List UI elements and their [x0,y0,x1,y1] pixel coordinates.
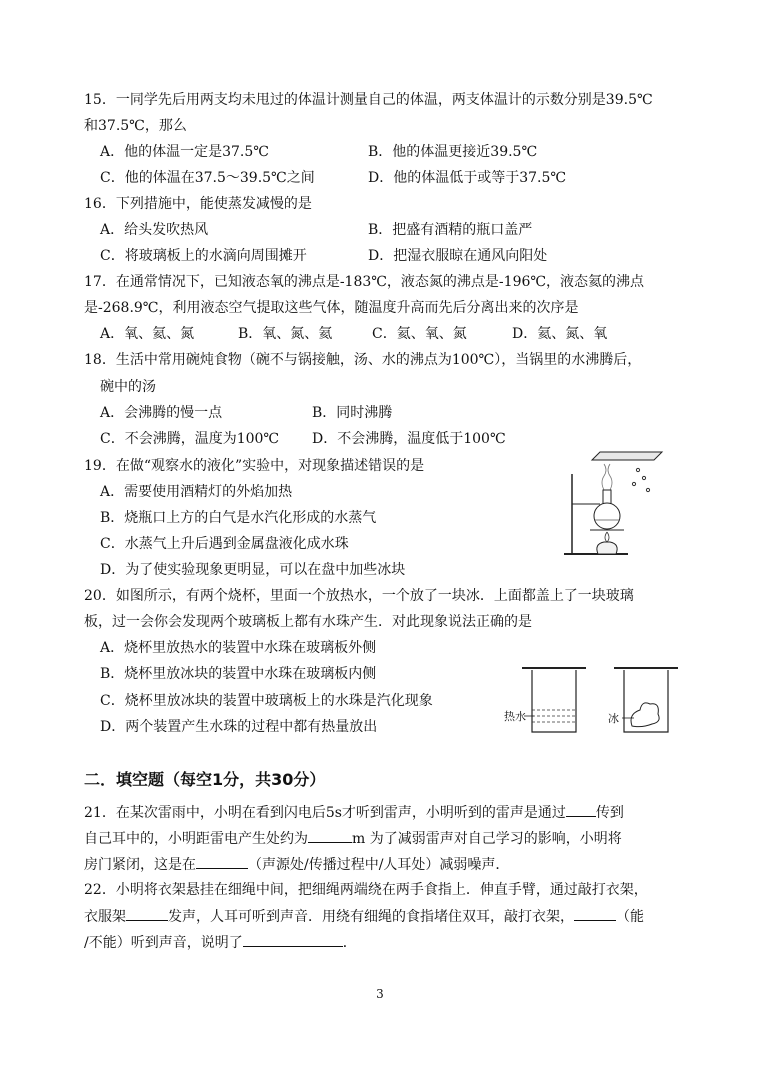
q16-stem: 16．下列措施中，能使蒸发减慢的是 [84,196,312,212]
q22-text-2a: 衣服架 [84,909,126,925]
q19-option-a: A．需要使用酒精灯的外焰加热 [100,484,293,500]
q17-option-d: D．氦、氮、氧 [512,326,608,342]
q22-line1: 22．小明将衣架悬挂在细绳中间，把细绳两端绕在两手食指上．伸直手臂，通过敲打衣架， [84,882,648,898]
q17-option-b: B．氧、氮、氦 [238,326,333,342]
droplet [646,488,649,491]
q22-text-2b: 发声，人耳可听到声音．用绕有细绳的食指堵住双耳，敲打衣架， [168,909,574,925]
q19-apparatus-figure [560,446,670,562]
q21-blank-2[interactable] [308,828,352,843]
q15-stem-line2: 和37.5℃，那么 [84,118,187,134]
q20-option-c: C．烧杯里放冰块的装置中玻璃板上的水珠是汽化现象 [100,693,433,709]
q15-stem-line1: 15．一同学先后用两支均未甩过的体温计测量自己的体温，两支体温计的示数分别是39.5℃ [84,92,653,108]
ice-block [631,703,659,727]
q22-blank-2[interactable] [574,906,616,921]
q22-line3 [84,932,357,953]
q20-beakers-figure [504,660,694,742]
q19-option-d: D．为了使实验现象更明显，可以在盘中加些冰块 [100,562,406,578]
q15-option-d: D．他的体温低于或等于37.5℃ [368,170,567,186]
q19-option-c: C．水蒸气上升后遇到金属盘液化成水珠 [100,536,349,552]
metal-plate [592,452,662,460]
steam [602,464,606,490]
q16-option-b: B．把盛有酒精的瓶口盖严 [368,222,533,238]
q17-option-a: A．氧、氦、氮 [100,326,195,342]
q21-line3 [84,854,509,875]
q18-stem-line1: 18．生活中常用碗炖食物（碗不与锅接触，汤、水的沸点为100℃），当锅里的水沸腾后， [84,352,642,368]
q15-option-b: B．他的体温更接近39.5℃ [368,144,538,160]
flask-neck [603,490,611,504]
q21-text-3a: 房门紧闭，这是在 [84,857,196,873]
q15-option-a: A．他的体温一定是37.5℃ [100,144,269,160]
q17-stem-line2: 是-268.9℃，利用液态空气提取这些气体，随温度升高而先后分离出来的次序是 [84,300,579,316]
q22-text-2c: （能 [616,909,644,925]
q16-option-a: A．给头发吹热风 [100,222,209,238]
q21-blank-3[interactable] [196,854,248,869]
steam [608,464,612,490]
page-number: 3 [376,987,384,1001]
q16-option-d: D．把湿衣服晾在通风向阳处 [368,248,548,264]
q22-line2 [84,906,644,927]
q15-option-c: C．他的体温在37.5～39.5℃之间 [100,170,315,186]
q20-option-a: A．烧杯里放热水的装置中水珠在玻璃板外侧 [100,640,377,656]
flame [605,532,609,542]
alcohol-lamp [597,542,617,554]
q20-option-b: B．烧杯里放冰块的装置中水珠在玻璃板内侧 [100,666,377,682]
q22-blank-3[interactable] [243,932,343,947]
q18-option-a: A．会沸腾的慢一点 [100,405,223,421]
q21-line2 [84,828,622,849]
q21-text-1a: 21．在某次雷雨中，小明在看到闪电后5s才听到雷声，小明听到的雷声是通过 [84,805,566,821]
q17-stem-line1: 17．在通常情况下，已知液态氧的沸点是-183℃，液态氮的沸点是-196℃，液态氦的沸点 [84,274,645,290]
q20-stem-line1: 20．如图所示，有两个烧杯，里面一个放热水，一个放了一块冰．上面都盖上了一块玻璃 [84,588,634,604]
droplet [642,476,645,479]
q22-text-3a: /不能）听到声音，说明了 [84,935,243,951]
q21-text-2a: 自己耳中的，小明距雷电产生处约为 [84,831,308,847]
droplet [632,482,635,485]
droplet [636,468,639,471]
q18-stem-line2: 碗中的汤 [100,379,156,395]
q21-line1 [84,802,624,823]
label-ice: 冰 [608,712,619,725]
q17-option-c: C．氦、氧、氮 [372,326,467,342]
q22-text-3b: ． [342,935,357,951]
q18-option-c: C．不会沸腾，温度为100℃ [100,431,280,447]
q18-option-d: D．不会沸腾，温度低于100℃ [312,431,506,447]
q18-option-b: B．同时沸腾 [312,405,393,421]
q21-text-1b: 传到 [595,805,624,821]
beaker-hot-water [532,670,576,732]
q16-option-c: C．将玻璃板上的水滴向周围摊开 [100,248,307,264]
q20-stem-line2: 板，过一会你会发现两个玻璃板上都有水珠产生．对此现象说法正确的是 [84,614,532,630]
q22-blank-1[interactable] [126,906,168,921]
q21-text-3b: （声源处/传播过程中/人耳处）减弱噪声． [248,857,510,873]
section-2-title: 二．填空题（每空1分，共30分） [84,770,326,789]
q21-blank-1[interactable] [566,802,596,817]
label-hot-water: 热水 [504,710,526,723]
q19-stem: 19．在做“观察水的液化”实验中，对现象描述错误的是 [84,458,425,474]
flask-body [594,503,620,529]
q20-option-d: D．两个装置产生水珠的过程中都有热量放出 [100,719,378,735]
q21-text-2b: m 为了减弱雷声对自己学习的影响，小明将 [352,831,622,847]
q19-option-b: B．烧瓶口上方的白气是水汽化形成的水蒸气 [100,510,377,526]
